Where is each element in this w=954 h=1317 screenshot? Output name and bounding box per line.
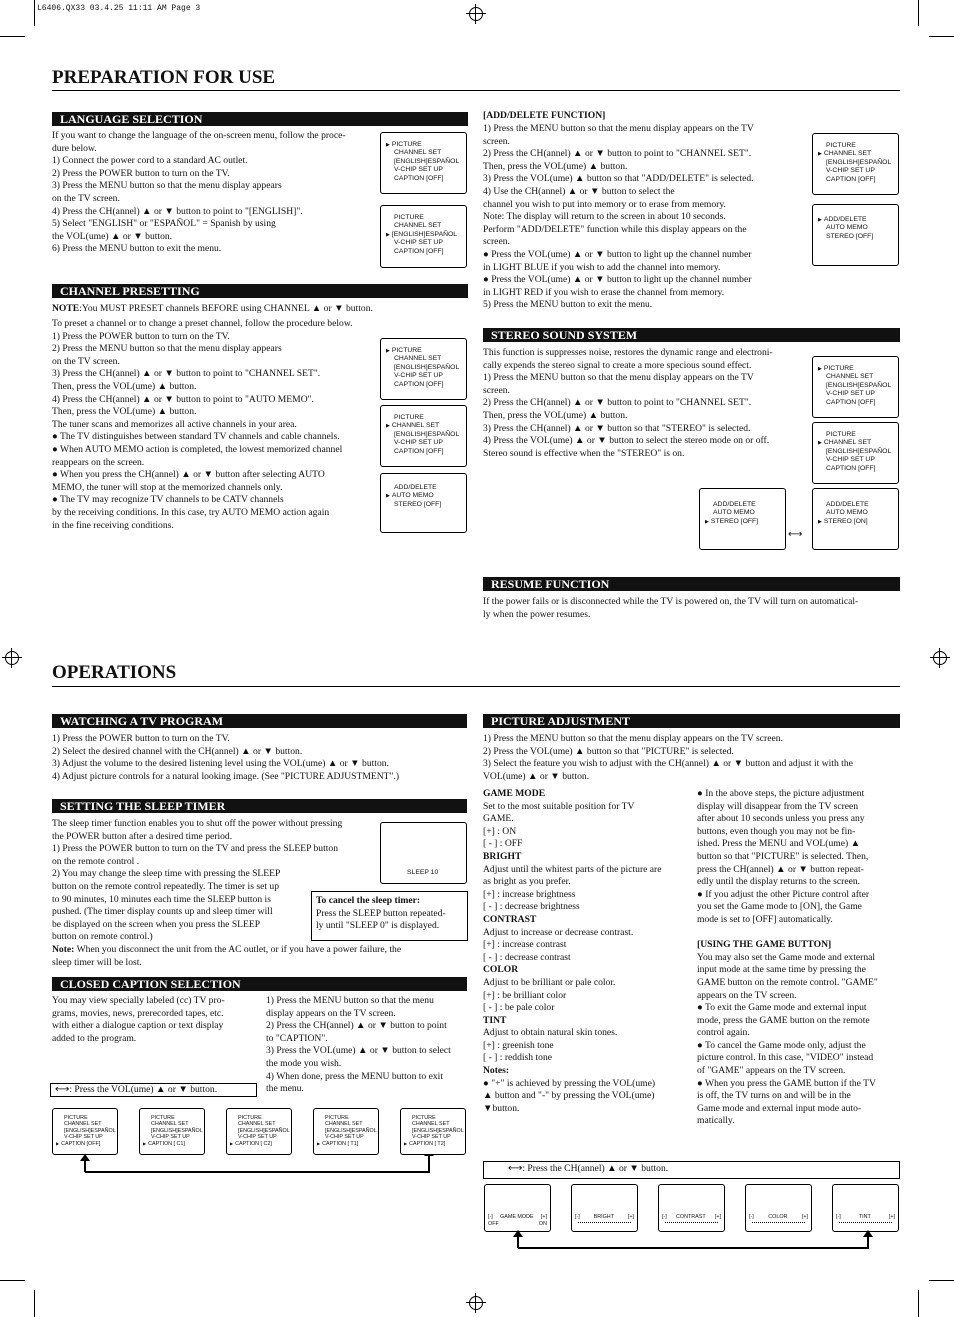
osd-screen: ▶ PICTURE CHANNEL SET [ENGLISH]ESPAÑOL V-CHIP SET UP CAPTION [OFF] bbox=[380, 338, 467, 400]
resume-text: If the power fails or is disconnected while the TV is powered on, the TV will turn on automatical- ly when the power resumes. bbox=[483, 596, 859, 620]
picture-setting-line: [ - ] : be pale color bbox=[483, 1002, 555, 1014]
picture-setting-line: GAME MODE bbox=[483, 788, 546, 799]
level-bar bbox=[839, 1222, 892, 1225]
picture-setting-line: Adjust to increase or decrease contrast. bbox=[483, 926, 634, 938]
picture-setting-line: [ - ] : OFF bbox=[483, 838, 523, 850]
cc-description: You may view specially labeled (cc) TV pro- grams, movies, news, prerecorded tapes, etc. with either a dialogue caption or text display added to the program. bbox=[52, 995, 225, 1044]
section-heading: WATCHING A TV PROGRAM bbox=[52, 714, 467, 728]
print-header: L6406.QX33 03.4.25 11:11 AM Page 3 bbox=[37, 4, 201, 13]
level-bar bbox=[578, 1222, 631, 1225]
picture-setting-line: [ - ] : reddish tone bbox=[483, 1052, 553, 1064]
osd-screen: ADD/DELETE ▶ AUTO MEMO STEREO [OFF] bbox=[380, 473, 467, 533]
setting-label: TINT bbox=[858, 1214, 871, 1220]
minus-label: [-] bbox=[575, 1214, 580, 1220]
add-delete-instructions: 1) Press the MENU button so that the menu display appears on the TV screen. 2) Press the CH(annel) ▲ or ▼ button to point to "CHANNEL SET". Then, press the VOL(ume) ▲ button. 3) Press the VOL(ume) ▲ button so that "ADD/DELETE" is selected. 4) Use the CH(annel) ▲ or ▼ button to select the channel you wish to put into memory or to erase from memory. Note: The display will return to the screen in about 10 seconds. Perform "ADD/DELETE" function while this display appears on the screen. ● Press the VOL(ume) ▲ or ▼ button to light up the channel number in LIGHT BLUE if you wish to add the channel into memory. ● Press the VOL(ume) ▲ or ▼ button to light up the channel number in LIGHT RED if you wish to erase the channel from memory. 5) Press the MENU button to exit the menu. bbox=[483, 123, 754, 311]
osd-screen: ADD/DELETE AUTO MEMO ▶ STEREO [OFF] bbox=[699, 488, 786, 550]
crop-mark bbox=[34, 1290, 35, 1317]
picture-setting-line: Adjust to be brilliant or pale color. bbox=[483, 976, 616, 988]
osd-screen: SLEEP 10 bbox=[380, 822, 467, 884]
minus-label: [-] bbox=[662, 1214, 667, 1220]
picture-setting-line: Notes: bbox=[483, 1065, 510, 1077]
page-title: OPERATIONS bbox=[52, 662, 177, 683]
level-bar bbox=[665, 1222, 718, 1225]
plus-label: [+] bbox=[801, 1214, 808, 1220]
caption-screen: PICTURE CHANNEL SET [ENGLISH]ESPAÑOL V-CHIP SET UP ▶ CAPTION [ T2] bbox=[400, 1108, 466, 1155]
crop-mark bbox=[929, 36, 954, 37]
minus-label: [-] bbox=[749, 1214, 754, 1220]
cycle-arrow bbox=[70, 1154, 450, 1176]
minus-label: [-] bbox=[488, 1214, 493, 1220]
osd-screen: PICTURE ▶ CHANNEL SET [ENGLISH]ESPAÑOL V-CHIP SET UP CAPTION [OFF] bbox=[380, 405, 467, 467]
picture-setting-line: [+] : increase contrast bbox=[483, 939, 567, 951]
picture-legend: ⟷: Press the CH(annel) ▲ or ▼ button. bbox=[483, 1161, 900, 1179]
picture-setting-line: ● "+" is achieved by pressing the VOL(ume) bbox=[483, 1077, 656, 1089]
level-bar bbox=[752, 1222, 805, 1225]
picture-adjust-screen bbox=[658, 1184, 725, 1232]
section-heading: PICTURE ADJUSTMENT bbox=[483, 714, 900, 728]
caption-screen: PICTURE CHANNEL SET [ENGLISH]ESPAÑOL V-CHIP SET UP ▶ CAPTION [ T1] bbox=[313, 1108, 379, 1155]
section-heading: SETTING THE SLEEP TIMER bbox=[52, 799, 467, 813]
caption-screen: PICTURE CHANNEL SET [ENGLISH]ESPAÑOL V-CHIP SET UP ▶ CAPTION [ C2] bbox=[226, 1108, 292, 1155]
osd-screen: PICTURE CHANNEL SET ▶ [ENGLISH]ESPAÑOL V-CHIP SET UP CAPTION [OFF] bbox=[380, 205, 467, 268]
picture-instructions: 1) Press the MENU button so that the menu display appears on the TV screen. 2) Press the VOL(ume) ▲ button so that "PICTURE" is selected. 3) Select the feature you wish to adjust with the CH(annel) ▲ or ▼ button and adjust it with the VOL(ume) ▲ or ▼ button. bbox=[483, 733, 853, 782]
plus-label: [+] bbox=[627, 1214, 634, 1220]
picture-adjust-screen bbox=[571, 1184, 638, 1232]
cc-legend: ⟷: Press the VOL(ume) ▲ or ▼ button. bbox=[50, 1083, 257, 1097]
double-arrow-icon: ⟷ bbox=[788, 529, 803, 540]
crop-mark bbox=[918, 0, 919, 26]
picture-setting-line: ▼button. bbox=[483, 1102, 520, 1114]
osd-screen: PICTURE ▶ CHANNEL SET [ENGLISH]ESPAÑOL V-CHIP SET UP CAPTION [OFF] bbox=[812, 422, 899, 484]
osd-screen: ▶ PICTURE CHANNEL SET [ENGLISH]ESPAÑOL V-CHIP SET UP CAPTION [OFF] bbox=[380, 132, 467, 194]
crop-mark bbox=[0, 36, 25, 37]
cc-instructions: 1) Press the MENU button so that the menu display appears on the TV screen. 2) Press the CH(annel) ▲ or ▼ button to point to "CAPTION". 3) Press the VOL(ume) ▲ or ▼ button to select the mode you wish. 4) When done, press the MENU button to exit the menu. bbox=[266, 995, 451, 1095]
cycle-arrow bbox=[500, 1230, 890, 1252]
registration-mark-top bbox=[466, 4, 486, 24]
add-delete-title: [ADD/DELETE FUNCTION] bbox=[483, 110, 606, 121]
osd-screen: ▶ ADD/DELETE AUTO MEMO STEREO [OFF] bbox=[812, 204, 899, 266]
picture-adjust-screen bbox=[484, 1184, 551, 1232]
picture-setting-line: BRIGHT bbox=[483, 850, 522, 862]
picture-setting-line: GAME. bbox=[483, 813, 514, 825]
section-heading: RESUME FUNCTION bbox=[483, 577, 900, 591]
plus-label: [+] bbox=[540, 1214, 547, 1220]
osd-screen: ADD/DELETE AUTO MEMO ▶ STEREO [ON] bbox=[812, 488, 899, 550]
page-title: PREPARATION FOR USE bbox=[52, 67, 276, 88]
registration-mark-right bbox=[930, 648, 950, 668]
picture-setting-line: [ - ] : decrease contrast bbox=[483, 951, 571, 963]
picture-notes: ● In the above steps, the picture adjustment display will disappear from the TV screen after about 10 seconds unless you press any buttons, even though you may not be fin- ished. Press the MENU and VOL(ume) ▲ button so that "PICTURE" is selected. Then, press the CH(annel) ▲ or ▼ button repeat- edly until the display returns to the screen. ● If you adjust the other Picture control after you set the Game mode to [ON], the Game mode is set to [OFF] automatically. [USING THE GAME BUTTON] You may also set the Game mode and external input mode at the same time by pressing the GAME button on the remote control. "GAME" appears on the TV screen. ● To exit the Game mode and external input mode, press the GAME button on the remote control again. ● To cancel the Game mode only, adjust the picture control. In this case, "VIDEO" instead of "GAME" appears on the TV screen. ● When you press the GAME button if the TV is off, the TV turns on and will be in the Game mode and external input mode auto- matically. bbox=[697, 788, 878, 1127]
setting-label: CONTRAST bbox=[675, 1214, 706, 1220]
watch-instructions: 1) Press the POWER button to turn on the TV. 2) Select the desired channel with the CH(annel) ▲ or ▼ button. 3) Adjust the volume to the desired listening level using the VOL(ume) ▲ or ▼ button. 4) Adjust picture controls for a natural looking image. (See "PICTURE ADJUSTMENT".) bbox=[52, 733, 400, 782]
crop-mark bbox=[34, 0, 35, 26]
plus-label: [+] bbox=[888, 1214, 895, 1220]
crop-mark bbox=[929, 1280, 954, 1281]
picture-setting-line: Adjust to obtain natural skin tones. bbox=[483, 1027, 618, 1039]
picture-setting-line: TINT bbox=[483, 1014, 507, 1026]
setting-label: BRIGHT bbox=[593, 1214, 614, 1220]
setting-label: GAME MODE bbox=[500, 1214, 534, 1220]
double-arrow-icon: ⟷ bbox=[55, 1084, 70, 1095]
picture-setting-line: ▲ button and "-" by pressing the VOL(ume) bbox=[483, 1090, 655, 1102]
divider bbox=[52, 90, 900, 91]
picture-setting-line: [+] : be brilliant color bbox=[483, 989, 567, 1001]
plus-label: [+] bbox=[714, 1214, 721, 1220]
caption-screen: PICTURE CHANNEL SET [ENGLISH]ESPAÑOL V-CHIP SET UP ▶ CAPTION [OFF] bbox=[52, 1108, 118, 1155]
stereo-instructions: This function is suppresses noise, restores the dynamic range and electroni- cally expends the stereo signal to create a more specious sound effect. 1) Press the MENU button so that the menu display appears on the TV screen. 2) Press the CH(annel) ▲ or ▼ button to point to "CHANNEL SET". Then, press the VOL(ume) ▲ button. 3) Press the CH(annel) ▲ or ▼ button so that "STEREO" is selected. 4) Press the VOL(ume) ▲ or ▼ button to select the stereo mode on or off. Stereo sound is effective when the "STEREO" is on. bbox=[483, 347, 773, 459]
setting-label: COLOR bbox=[768, 1214, 788, 1220]
picture-setting-line: [ - ] : decrease brightness bbox=[483, 901, 580, 913]
picture-setting-line: [+] : increase brightness bbox=[483, 888, 576, 900]
section-heading: STEREO SOUND SYSTEM bbox=[483, 328, 900, 342]
picture-adjust-screen bbox=[745, 1184, 812, 1232]
double-arrow-icon: ⟷ bbox=[508, 1163, 523, 1174]
channel-note: NOTE:You MUST PRESET channels BEFORE using CHANNEL ▲ or ▼ button. bbox=[52, 303, 373, 314]
section-heading: CLOSED CAPTION SELECTION bbox=[52, 977, 467, 991]
picture-setting-line: CONTRAST bbox=[483, 913, 537, 925]
language-instructions: If you want to change the language of the on-screen menu, follow the proce- dure below. 1) Connect the power cord to a standard AC outlet. 2) Press the POWER button to turn on the TV. 3) Press the MENU button so that the menu display appears on the TV screen. 4) Press the CH(annel) ▲ or ▼ button to point to "[ENGLISH]". 5) Select "ENGLISH" or "ESPAÑOL" = Spanish by using the VOL(ume) ▲ or ▼ button. 6) Press the MENU button to exit the menu. bbox=[52, 130, 346, 255]
registration-mark-left bbox=[2, 648, 22, 668]
osd-screen: PICTURE ▶ CHANNEL SET [ENGLISH]ESPAÑOL V-CHIP SET UP CAPTION [OFF] bbox=[812, 133, 899, 195]
sleep-instructions: The sleep timer function enables you to shut off the power without pressing the POWER button after a desired time period. 1) Press the POWER button to turn on the TV and press the SLEEP button on the remote control . 2) You may change the sleep time with pressing the SLEEP button on the remote control repeatedly. The timer is set up to 90 minutes, 10 minutes each time the SLEEP button is pushed. (The timer display counts up and sleep timer will be displayed on the screen when you press the SLEEP button on remote control.) Note: When you disconnect the unit from the AC outlet, or if you have a power failure, the sleep timer will be lost. bbox=[52, 818, 402, 968]
minus-label: [-] bbox=[836, 1214, 841, 1220]
osd-screen: ▶ PICTURE CHANNEL SET [ENGLISH]ESPAÑOL V-CHIP SET UP CAPTION [OFF] bbox=[812, 356, 899, 418]
section-heading: LANGUAGE SELECTION bbox=[52, 112, 468, 126]
high-label: ON bbox=[538, 1221, 547, 1227]
crop-mark bbox=[918, 1290, 919, 1317]
caption-screen: PICTURE CHANNEL SET [ENGLISH]ESPAÑOL V-CHIP SET UP ▶ CAPTION [ C1] bbox=[139, 1108, 205, 1155]
registration-mark-bottom bbox=[466, 1293, 486, 1313]
picture-setting-line: as bright as you prefer. bbox=[483, 876, 571, 888]
picture-setting-line: COLOR bbox=[483, 964, 519, 976]
crop-mark bbox=[0, 1280, 25, 1281]
picture-adjust-screen bbox=[832, 1184, 899, 1232]
low-label: OFF bbox=[488, 1221, 499, 1227]
picture-setting-line: Adjust until the whitest parts of the picture are bbox=[483, 863, 662, 875]
picture-settings-list bbox=[483, 788, 662, 1115]
section-heading: CHANNEL PRESETTING bbox=[52, 284, 468, 298]
channel-instructions: To preset a channel or to change a preset channel, follow the procedure below. 1) Press the POWER button to turn on the TV. 2) Press the MENU button so that the menu display appears on the TV screen. 3) Press the CH(annel) ▲ or ▼ button to point to "CHANNEL SET". Then, press the VOL(ume) ▲ button. 4) Press the CH(annel) ▲ or ▼ button to point to "AUTO MEMO". Then, press the VOL(ume) ▲ button. The tuner scans and memorizes all active channels in your area. ● The TV distinguishes between standard TV channels and cable channels. ● When AUTO MEMO action is completed, the lowest memorized channel reappears on the screen. ● When you press the CH(annel) ▲ or ▼ button after selecting AUTO MEMO, the tuner will stop at the memorized channels only. ● The TV may recognize TV channels to be CATV channels by the receiving conditions. In this case, try AUTO MEMO action again in the fine receiving conditions. bbox=[52, 318, 353, 531]
picture-setting-line: [+] : ON bbox=[483, 825, 517, 837]
divider bbox=[52, 686, 900, 687]
picture-setting-line: [+] : greenish tone bbox=[483, 1039, 554, 1051]
cancel-sleep-box: To cancel the sleep timer: Press the SLEEP button repeated- ly until "SLEEP 0" is displayed. bbox=[311, 891, 468, 941]
picture-setting-line: Set to the most suitable position for TV bbox=[483, 800, 635, 812]
